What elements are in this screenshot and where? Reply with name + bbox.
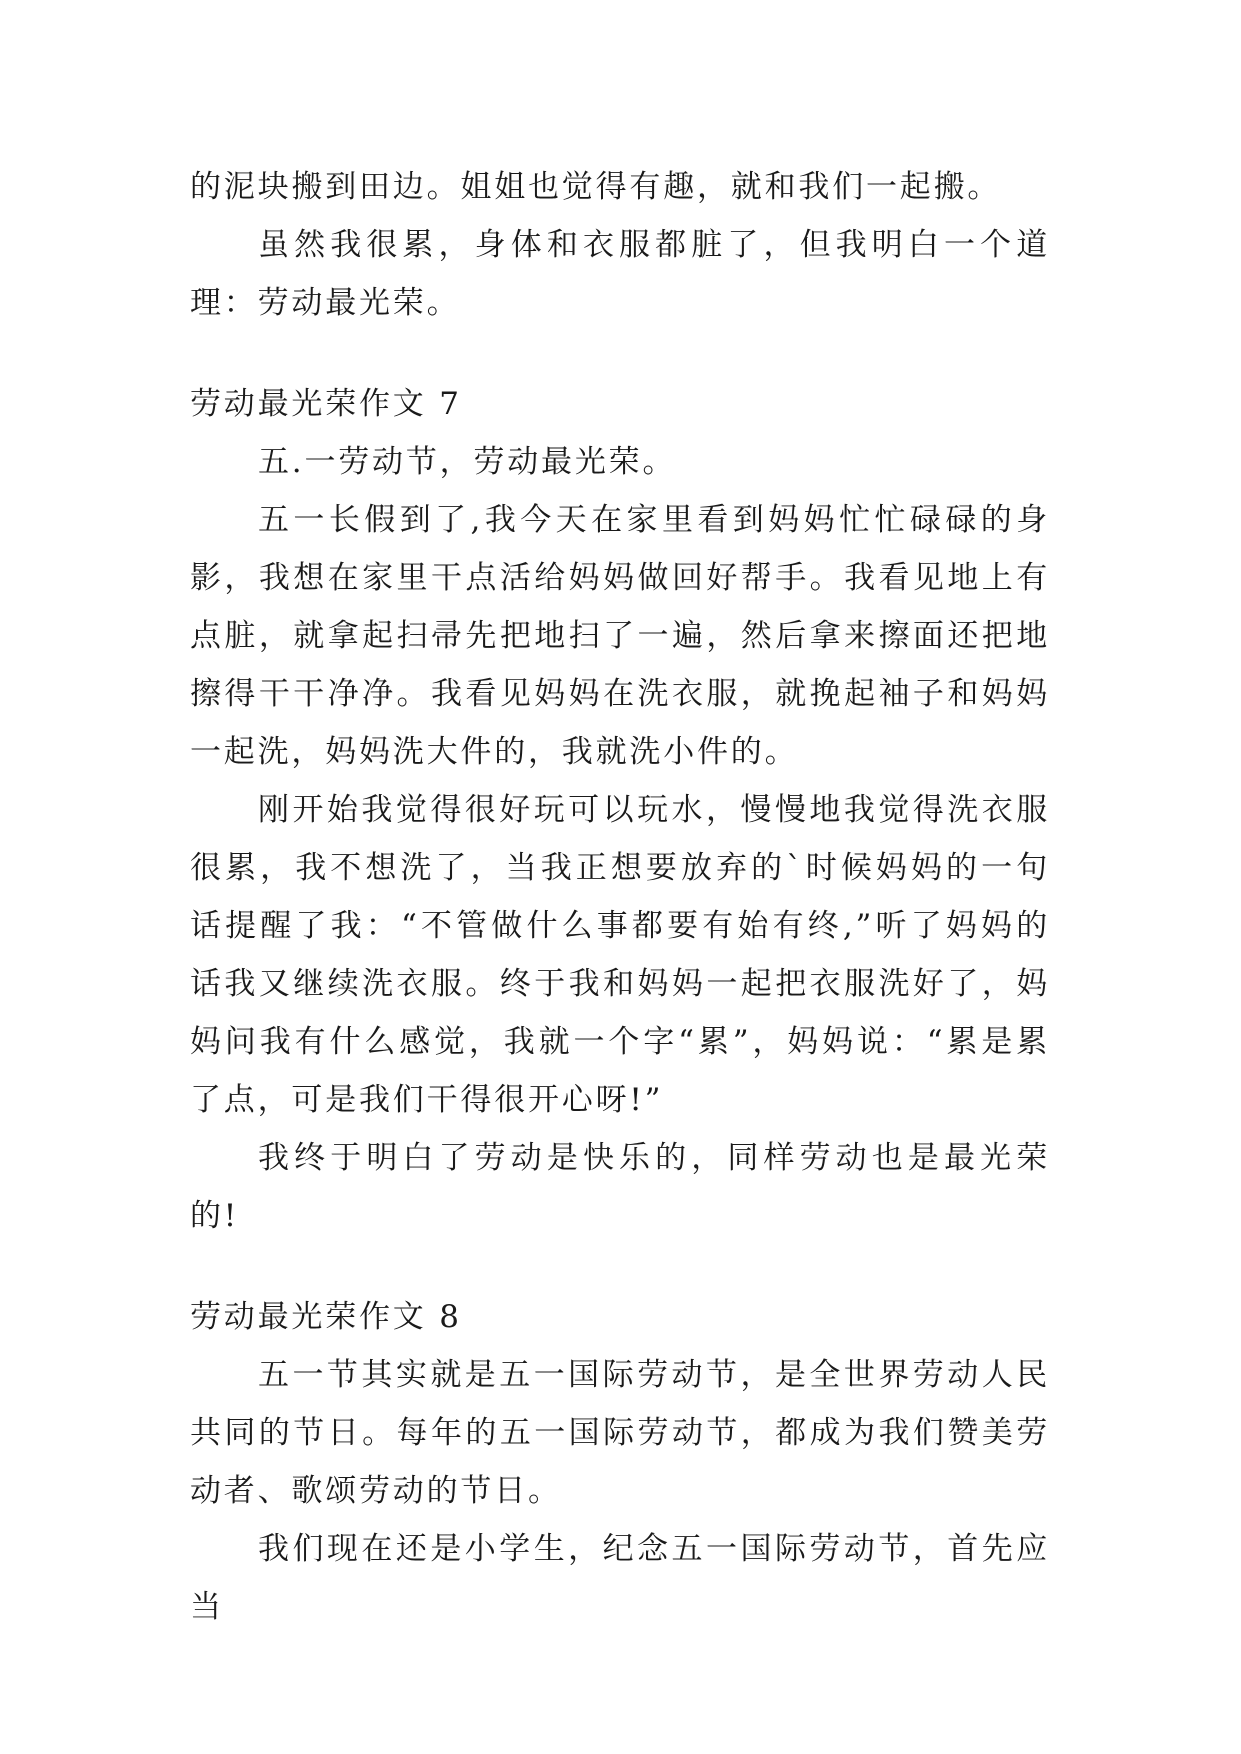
essay-7-paragraph-1: 五.一劳动节，劳动最光荣。 <box>258 444 677 480</box>
document-body <box>190 158 1050 1636</box>
essay-8-paragraph-2: 我们现在还是小学生，纪念五一国际劳动节，首先应当 <box>190 1531 1050 1625</box>
paragraph-continuation: 的泥块搬到田边。姐姐也觉得有趣，就和我们一起搬。 <box>190 169 1002 205</box>
section-gap <box>190 332 1050 375</box>
essay-7-paragraph-4: 我终于明白了劳动是快乐的，同样劳动也是最光荣的! <box>190 1140 1050 1234</box>
essay-7-paragraph-2: 五一长假到了,我今天在家里看到妈妈忙忙碌碌的身影，我想在家里干点活给妈妈做回好帮手。我看见地上有点脏，就拿起扫帚先把地扫了一遍，然后拿来擦面还把地擦得干干净净。我看见妈妈在洗衣服，就挽起袖子和妈妈一起洗，妈妈洗大件的，我就洗小件的。 <box>190 502 1050 770</box>
paragraph-lesson: 虽然我很累，身体和衣服都脏了，但我明白一个道理：劳动最光荣。 <box>190 227 1050 321</box>
essay-7-title: 劳动最光荣作文 7 <box>190 386 462 422</box>
section-gap <box>190 1245 1050 1288</box>
essay-7-paragraph-3: 刚开始我觉得很好玩可以玩水，慢慢地我觉得洗衣服很累，我不想洗了，当我正想要放弃的`时候妈妈的一句话提醒了我：“不管做什么事都要有始有终,”听了妈妈的话我又继续洗衣服。终于我和妈妈一起把衣服洗好了，妈妈问我有什么感觉，我就一个字“累”，妈妈说：“累是累了点，可是我们干得很开心呀!” <box>190 792 1050 1118</box>
essay-8-paragraph-1: 五一节其实就是五一国际劳动节，是全世界劳动人民共同的节日。每年的五一国际劳动节，都成为我们赞美劳动者、歌颂劳动的节日。 <box>190 1357 1050 1509</box>
essay-8-title: 劳动最光荣作文 8 <box>190 1299 462 1335</box>
